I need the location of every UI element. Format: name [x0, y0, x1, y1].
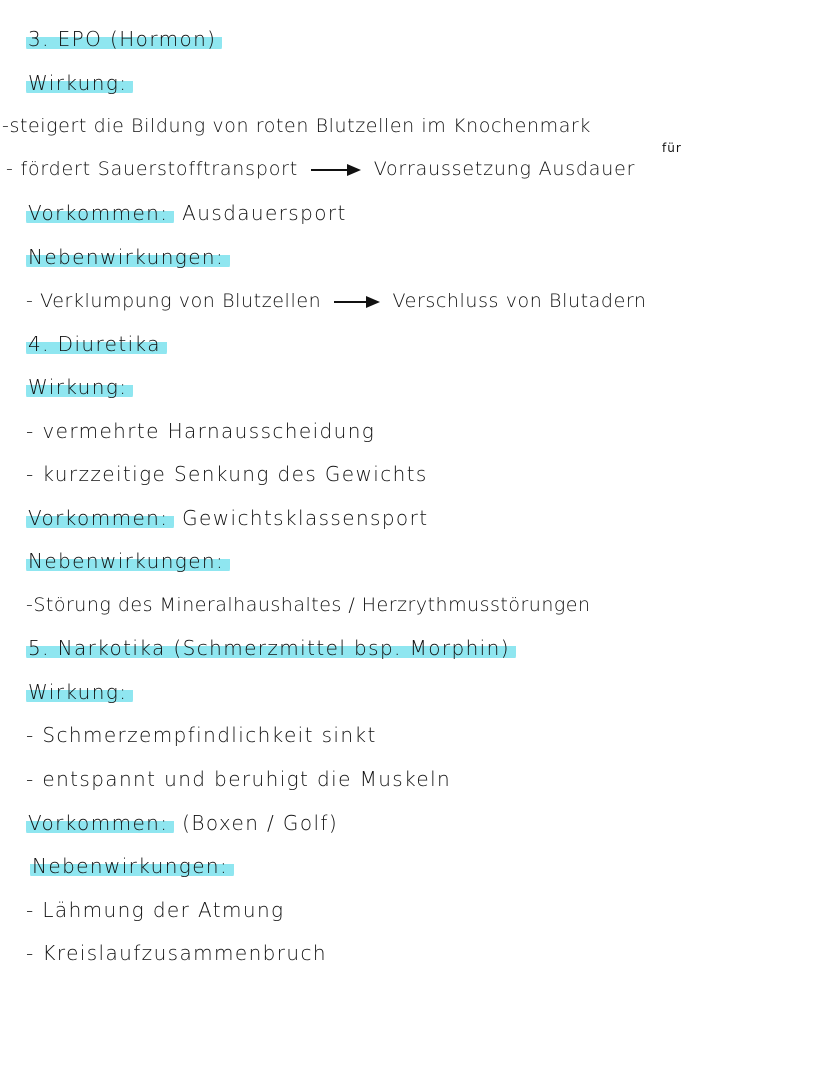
diuretika-nebenwirkungen-label	[26, 548, 230, 574]
diuretika-vorkommen-label: Vorkommen:	[26, 506, 174, 530]
narkotika-wirkung-text: Wirkung:	[26, 680, 133, 704]
narkotika-wirkung-label	[26, 679, 133, 705]
diuretika-vorkommen	[26, 505, 428, 531]
epo-nebenwirkung-1-right: Verschluss von Blutadern	[392, 290, 647, 312]
narkotika-bullet-2: - entspannt und beruhigt die Muskeln	[26, 767, 452, 791]
narkotika-heading-text: 5. Narkotika (Schmerzmittel bsp. Morphin)	[26, 636, 516, 660]
epo-nebenwirkungen-text: Nebenwirkungen:	[26, 245, 230, 269]
diuretika-heading	[26, 331, 167, 357]
epo-wirkung-label	[26, 70, 133, 96]
epo-bullet-2-right: Vorraussetzung	[373, 158, 532, 180]
narkotika-bullet-1: - Schmerzempfindlichkeit sinkt	[26, 723, 377, 747]
epo-bullet-2-end: Ausdauer	[538, 158, 636, 180]
diuretika-wirkung-text: Wirkung:	[26, 375, 133, 399]
diuretika-wirkung-label	[26, 374, 133, 400]
diuretika-vorkommen-value: Gewichtsklassensport	[182, 506, 429, 530]
epo-nebenwirkungen-label	[26, 244, 230, 270]
epo-bullet-1: -steigert die Bildung von roten Blutzellen im Knochenmark	[2, 115, 591, 137]
narkotika-nebenwirkungen-text: Nebenwirkungen:	[30, 854, 234, 878]
narkotika-vorkommen-value: (Boxen / Golf)	[182, 811, 339, 835]
epo-fuer-annotation: für	[662, 141, 682, 155]
epo-bullet-2	[6, 156, 635, 182]
diuretika-nebenwirkung-1: -Störung des Mineralhaushaltes / Herzrythmusstörungen	[26, 594, 591, 616]
narkotika-nebenwirkung-2: - Kreislaufzusammenbruch	[26, 941, 327, 965]
epo-wirkung-text: Wirkung:	[26, 71, 133, 95]
narkotika-vorkommen-label: Vorkommen:	[26, 811, 174, 835]
epo-heading-text: 3. EPO (Hormon)	[26, 27, 222, 51]
epo-heading	[26, 26, 222, 52]
epo-vorkommen	[26, 200, 347, 226]
narkotika-nebenwirkungen-label	[30, 853, 234, 879]
diuretika-bullet-2: - kurzzeitige Senkung des Gewichts	[26, 462, 428, 486]
narkotika-vorkommen	[26, 810, 338, 836]
epo-nebenwirkung-1-left: - Verklumpung von Blutzellen	[26, 290, 322, 312]
arrow-right-icon	[334, 295, 380, 309]
diuretika-heading-text: 4. Diuretika	[26, 332, 167, 356]
epo-bullet-2-left: - fördert Sauerstofftransport	[6, 158, 298, 180]
arrow-right-icon	[311, 163, 361, 177]
narkotika-heading	[26, 635, 516, 661]
diuretika-nebenwirkungen-text: Nebenwirkungen:	[26, 549, 230, 573]
diuretika-bullet-1: - vermehrte Harnausscheidung	[26, 419, 376, 443]
epo-vorkommen-label: Vorkommen:	[26, 201, 174, 225]
epo-vorkommen-value: Ausdauersport	[182, 201, 347, 225]
epo-nebenwirkung-1	[26, 288, 647, 314]
narkotika-nebenwirkung-1: - Lähmung der Atmung	[26, 898, 285, 922]
